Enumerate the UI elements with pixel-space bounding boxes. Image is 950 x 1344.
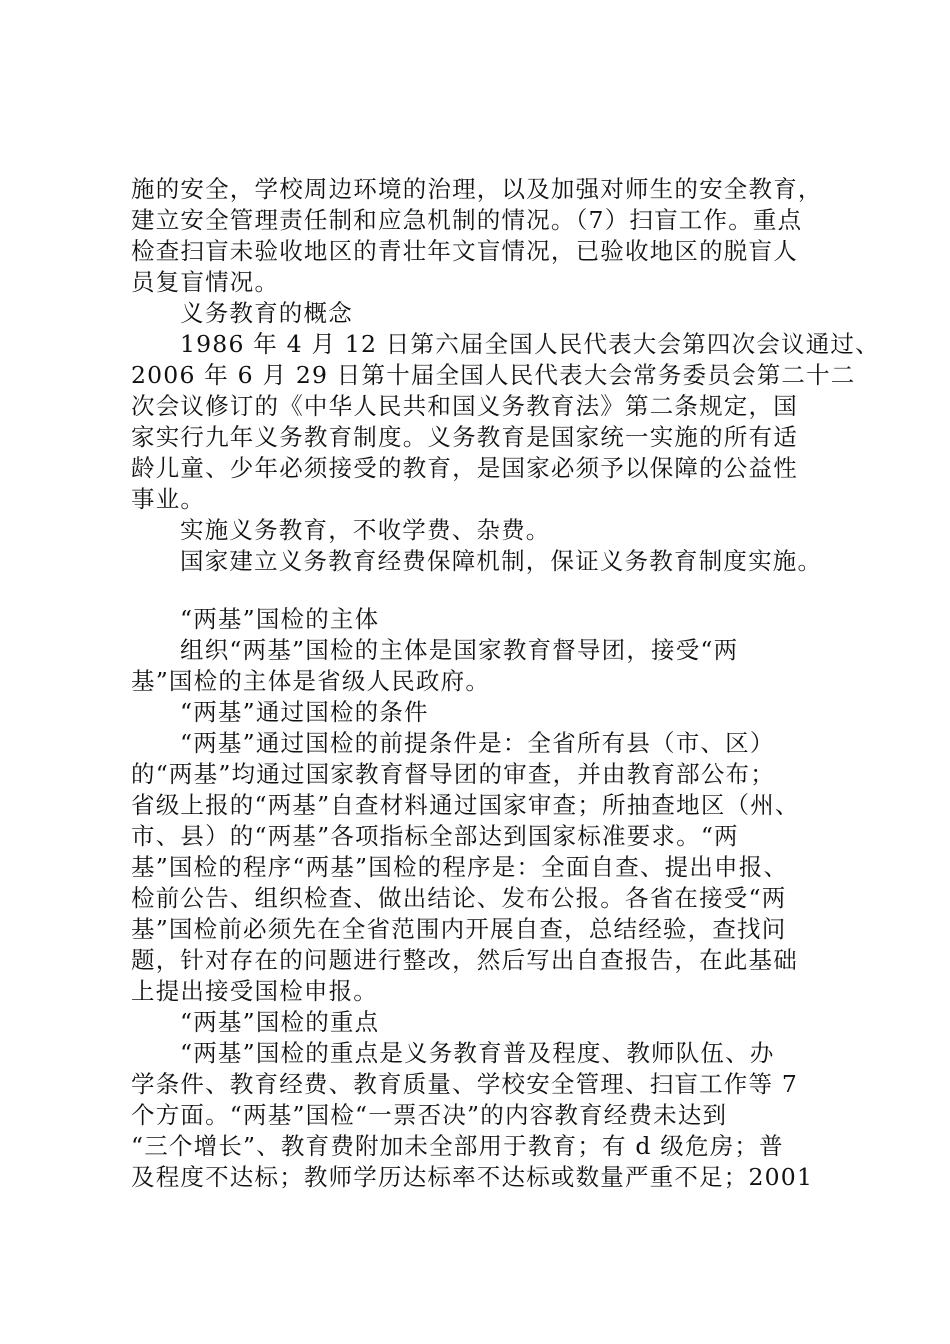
paragraph-line: 及程度不达标；教师学历达标率不达标或数量严重不足；2001 [131,1163,814,1191]
paragraph-line: 基”国检的主体是省级人民政府。 [131,667,491,695]
paragraph-line: 国家建立义务教育经费保障机制，保证义务教育制度实施。 [180,547,823,575]
paragraph-line: 建立安全管理责任制和应急机制的情况。（7）扫盲工作。重点 [131,206,803,234]
paragraph-line: 上提出接受国检申报。 [131,977,378,1005]
paragraph-line: “两基”国检的重点是义务教育普及程度、教师队伍、办 [180,1039,775,1067]
paragraph-line: 事业。 [131,485,206,513]
paragraph-line: “两基”通过国检的前提条件是：全省所有县（市、区） [180,729,775,757]
paragraph-line: 基”国检前必须先在全省范围内开展自查，总结经验，查找问 [131,915,787,943]
paragraph-line: 市、县）的“两基”各项指标全部达到国家标准要求。“两 [131,822,739,850]
paragraph-line: 实施义务教育，不收学费、杂费。 [180,516,551,544]
paragraph-line: 省级上报的“两基”自查材料通过国家审查；所抽查地区（州、 [131,791,800,819]
section-heading: “两基”通过国检的条件 [180,698,429,726]
paragraph-line: 检查扫盲未验收地区的青壮年文盲情况，已验收地区的脱盲人 [131,237,798,265]
paragraph-line: 个方面。“两基”国检“一票否决”的内容教育经费未达到 [131,1101,728,1129]
paragraph-line: 2006 年 6 月 29 日第十届全国人民代表大会常务委员会第二十二 [131,361,856,389]
paragraph-line: 学条件、教育经费、教育质量、学校安全管理、扫盲工作等 7 [131,1070,799,1098]
paragraph-line: 家实行九年义务教育制度。义务教育是国家统一实施的所有适 [131,423,798,451]
paragraph-line: 施的安全，学校周边环境的治理，以及加强对师生的安全教育， [131,175,823,203]
paragraph-line: 员复盲情况。 [131,268,280,296]
paragraph-line: 基”国检的程序“两基”国检的程序是：全面自查、提出申报、 [131,853,789,881]
paragraph-line: “三个增长”、教育费附加未全部用于教育；有 d 级危房；普 [131,1132,784,1160]
paragraph-line: 次会议修订的《中华人民共和国义务教育法》第二条规定，国 [131,392,798,420]
paragraph-line: 题，针对存在的问题进行整改，然后写出自查报告，在此基础 [131,946,798,974]
section-heading: 义务教育的概念 [180,299,353,327]
paragraph-line: 1986 年 4 月 12 日第六届全国人民代表大会第四次会议通过、 [180,330,880,358]
paragraph-line: 检前公告、组织检查、做出结论、发布公报。各省在接受“两 [131,884,787,912]
paragraph-line: 组织“两基”国检的主体是国家教育督导团，接受“两 [180,636,739,664]
section-heading: “两基”国检的主体 [180,605,380,633]
paragraph-line: 的“两基”均通过国家教育督导团的审查，并由教育部公布； [131,760,775,788]
paragraph-line: 龄儿童、少年必须接受的教育，是国家必须予以保障的公益性 [131,454,798,482]
section-heading: “两基”国检的重点 [180,1008,380,1036]
